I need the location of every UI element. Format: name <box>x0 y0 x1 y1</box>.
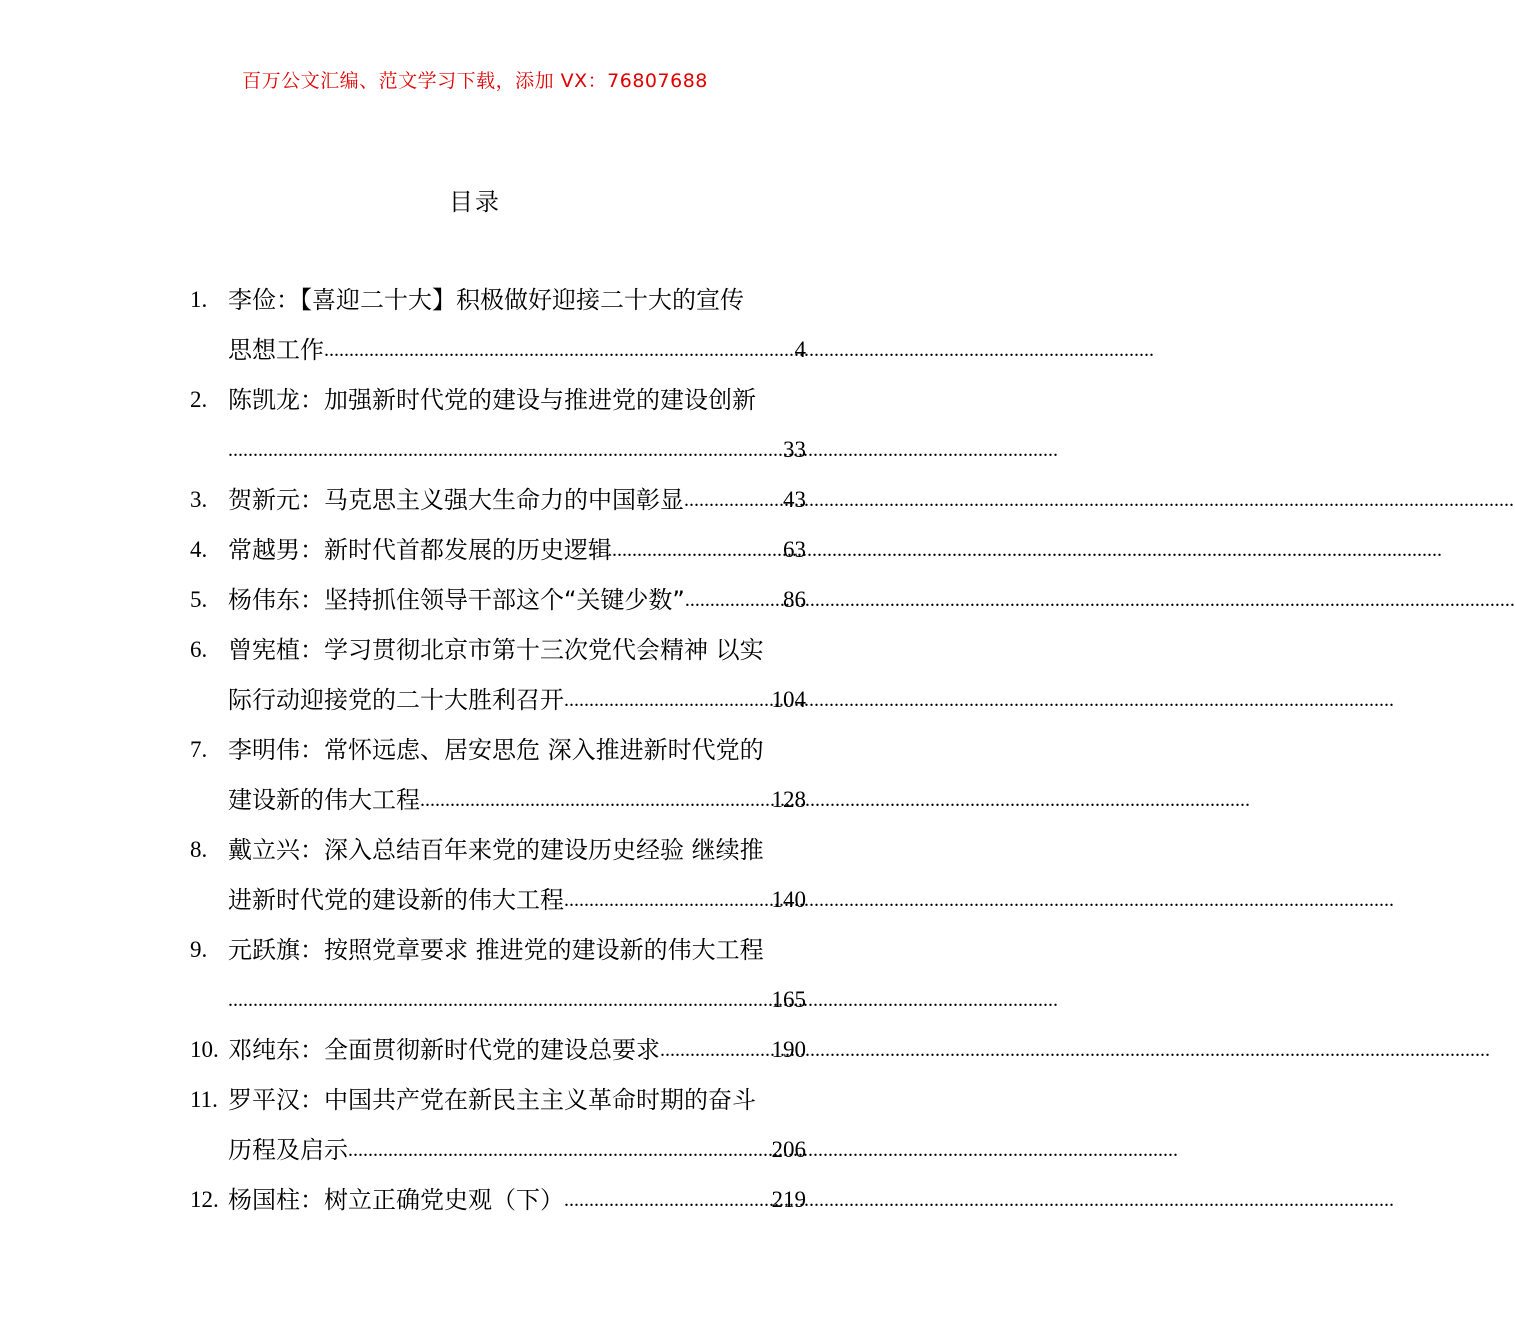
dot-leader <box>420 775 772 825</box>
toc-page-number: 206 <box>771 1137 806 1162</box>
toc-entry-number: 6. <box>190 637 208 662</box>
toc-entry-number: 7. <box>190 737 208 762</box>
toc-entry[interactable] <box>190 375 806 475</box>
toc-line <box>190 625 806 675</box>
toc-line <box>190 1025 806 1075</box>
toc-entry-number: 9. <box>190 937 208 962</box>
toc-entry-title: 戴立兴：深入总结百年来党的建设历史经验 继续推 <box>228 836 764 864</box>
toc-entry[interactable] <box>190 1175 806 1225</box>
toc-entry-title: 罗平汉：中国共产党在新民主主义革命时期的奋斗 <box>228 1086 756 1114</box>
toc-entry-number: 3. <box>190 487 208 512</box>
dot-leader <box>324 325 795 375</box>
toc-line <box>190 825 806 875</box>
toc-line <box>190 1075 806 1125</box>
toc-entry-number: 8. <box>190 837 208 862</box>
dot-leader <box>564 875 772 925</box>
toc-entry-title: 杨国柱：树立正确党史观（下） <box>228 1186 564 1214</box>
toc-line <box>190 275 806 325</box>
toc-entry[interactable] <box>190 525 806 575</box>
dot-leader <box>564 1175 772 1225</box>
toc-page-number: 128 <box>771 787 806 812</box>
toc-line <box>190 325 806 375</box>
toc-entry[interactable] <box>190 1075 806 1175</box>
toc-entry-number: 2. <box>190 387 208 412</box>
toc-line <box>190 375 806 425</box>
dot-leader <box>348 1125 772 1175</box>
dot-leader <box>228 425 783 475</box>
toc-entry-title: 元跃旗：按照党章要求 推进党的建设新的伟大工程 <box>228 936 764 964</box>
toc-entry-title: 邓纯东：全面贯彻新时代党的建设总要求 <box>228 1036 660 1064</box>
toc-line <box>190 725 806 775</box>
toc-line <box>190 1175 806 1225</box>
toc-entry-number: 5. <box>190 587 208 612</box>
toc-entry-number: 1. <box>190 287 208 312</box>
toc-entry-title: 历程及启示 <box>228 1136 348 1164</box>
toc-entry-title: 陈凯龙：加强新时代党的建设与推进党的建设创新 <box>228 386 756 414</box>
toc-entry-number: 11. <box>190 1087 218 1112</box>
toc-page-number: 165 <box>771 987 806 1012</box>
toc-line <box>190 925 806 975</box>
toc-entry-title: 贺新元：马克思主义强大生命力的中国彰显 <box>228 486 684 514</box>
dot-leader <box>660 1025 772 1075</box>
page-title: 目录 <box>449 188 501 216</box>
toc-entry[interactable] <box>190 725 806 825</box>
toc-page-number: 104 <box>771 687 806 712</box>
toc-entry-title: 进新时代党的建设新的伟大工程 <box>228 886 564 914</box>
toc-line <box>190 975 806 1025</box>
toc-page-number: 190 <box>771 1037 806 1062</box>
toc-line <box>190 1125 806 1175</box>
toc-entry[interactable] <box>190 475 806 525</box>
toc-page-number: 4 <box>794 337 806 362</box>
toc-page-number: 86 <box>783 587 806 612</box>
toc-page-number: 33 <box>783 437 806 462</box>
dot-leader <box>684 475 783 525</box>
dot-leader <box>228 975 772 1025</box>
toc-entry[interactable] <box>190 925 806 1025</box>
toc-line <box>190 575 806 625</box>
toc-page-number: 219 <box>771 1187 806 1212</box>
toc-entry[interactable] <box>190 825 806 925</box>
toc-entry-title: 建设新的伟大工程 <box>228 786 420 814</box>
toc-entry-title: 李俭：【喜迎二十大】积极做好迎接二十大的宣传 <box>228 286 744 314</box>
table-of-contents <box>190 275 806 1225</box>
toc-line <box>190 675 806 725</box>
toc-page-number: 140 <box>771 887 806 912</box>
toc-entry-title: 李明伟：常怀远虑、居安思危 深入推进新时代党的 <box>228 736 764 764</box>
toc-line <box>190 875 806 925</box>
toc-entry[interactable] <box>190 1025 806 1075</box>
toc-entry-title: 曾宪植：学习贯彻北京市第十三次党代会精神 以实 <box>228 636 764 664</box>
toc-entry-number: 4. <box>190 537 208 562</box>
download-notice: 百万公文汇编、范文学习下载，添加 VX：76807688 <box>242 70 708 92</box>
toc-entry-title: 杨伟东：坚持抓住领导干部这个“关键少数” <box>228 586 685 614</box>
toc-page-number: 63 <box>783 537 806 562</box>
toc-line <box>190 425 806 475</box>
dot-leader <box>685 575 783 625</box>
toc-line <box>190 525 806 575</box>
toc-entry-number: 10. <box>190 1037 219 1062</box>
toc-entry-title: 思想工作 <box>228 336 324 364</box>
toc-line <box>190 475 806 525</box>
toc-line <box>190 775 806 825</box>
toc-entry[interactable] <box>190 625 806 725</box>
toc-entry[interactable] <box>190 275 806 375</box>
toc-entry[interactable] <box>190 575 806 625</box>
dot-leader <box>612 525 783 575</box>
toc-page-number: 43 <box>783 487 806 512</box>
toc-entry-title: 际行动迎接党的二十大胜利召开 <box>228 686 564 714</box>
toc-entry-number: 12. <box>190 1187 219 1212</box>
dot-leader <box>564 675 772 725</box>
toc-entry-title: 常越男：新时代首都发展的历史逻辑 <box>228 536 612 564</box>
